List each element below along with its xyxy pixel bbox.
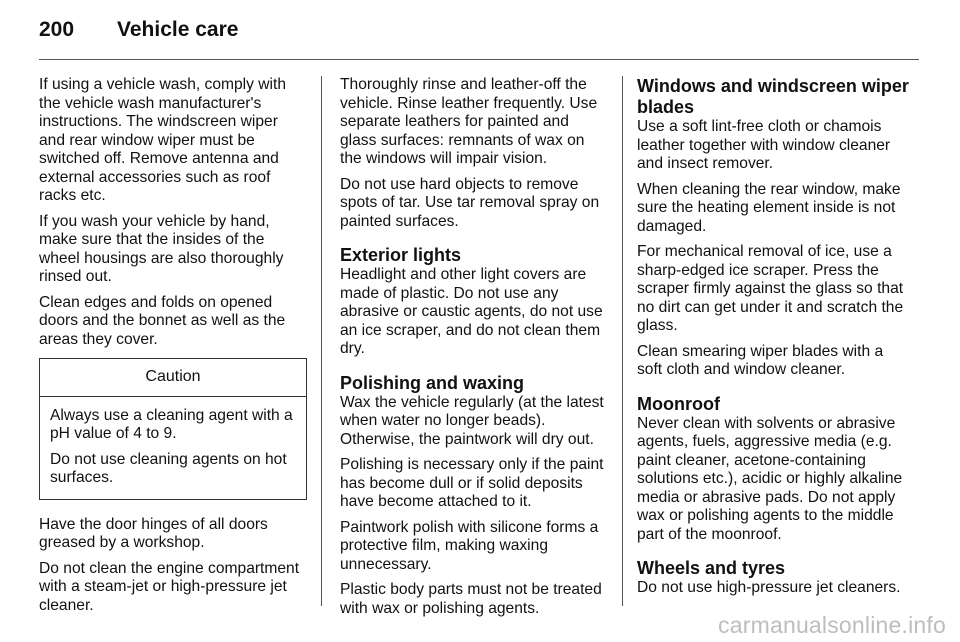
paragraph: Do not use high-pressure jet cleaners. bbox=[637, 579, 901, 596]
column-1 bbox=[39, 76, 307, 622]
paragraph: Plastic body parts must not be treated with wax or polishing agents. bbox=[340, 581, 602, 617]
column-divider bbox=[321, 76, 322, 606]
paragraph: Do not use hard objects to remove spots of tar. Use tar removal spray on painted surfaces. bbox=[340, 175, 600, 230]
heading-polishing-waxing: Polishing and waxing bbox=[340, 372, 525, 393]
paragraph: If using a vehicle wash, comply with the vehicle wash manufacturer's instructions. The windscreen wiper and rear window wiper must be switched off. Remove antenna and external accessories such as roof racks etc. bbox=[39, 76, 287, 204]
paragraph: If you wash your vehicle by hand, make sure that the insides of the wheel housings are also thoroughly rinsed out. bbox=[39, 212, 284, 285]
heading-moonroof: Moonroof bbox=[637, 393, 720, 414]
column-3 bbox=[637, 76, 909, 605]
caution-paragraph: Do not use cleaning agents on hot surfaces. bbox=[50, 450, 287, 486]
paragraph: Do not clean the engine compartment with a steam-jet or high-pressure jet cleaner. bbox=[39, 559, 300, 614]
paragraph: Paintwork polish with silicone forms a protective film, making waxing unnecessary. bbox=[340, 518, 599, 573]
paragraph: Polishing is necessary only if the paint has become dull or if solid deposits have become attached to it. bbox=[340, 456, 604, 510]
paragraph: Clean edges and folds on opened doors and the bonnet as well as the areas they cover. bbox=[39, 293, 286, 348]
paragraph: Never clean with solvents or abrasive agents, fuels, aggressive media (e.g. paint cleaner, acetone-containing solutions etc.), acidic or highly alkaline media or abrasive pads. Do not apply wax or polishing agents to the middle part of the moonroof. bbox=[637, 414, 903, 543]
page-header bbox=[39, 14, 919, 60]
watermark: carmanualsonline.info bbox=[718, 612, 946, 638]
caution-body bbox=[40, 397, 306, 499]
section-title: Vehicle care bbox=[117, 18, 239, 41]
heading-wheels-tyres: Wheels and tyres bbox=[637, 558, 786, 578]
column-2 bbox=[340, 76, 608, 625]
paragraph: Wax the vehicle regularly (at the latest when water no longer beads). Otherwise, the paintwork will dry out. bbox=[340, 393, 604, 448]
caution-title: Caution bbox=[40, 359, 306, 397]
paragraph: Clean smearing wiper blades with a soft cloth and window cleaner. bbox=[637, 342, 884, 378]
paragraph: Have the door hinges of all doors greased by a workshop. bbox=[39, 515, 268, 551]
column-divider bbox=[622, 76, 623, 606]
page-number: 200 bbox=[39, 18, 75, 41]
heading-exterior-lights: Exterior lights bbox=[340, 245, 462, 265]
paragraph: Use a soft lint-free cloth or chamois leather together with window cleaner and insect remover. bbox=[637, 118, 891, 172]
paragraph: Thoroughly rinse and leather-off the vehicle. Rinse leather frequently. Use separate leathers for painted and glass surfaces: remnants of wax on the windows will impair vision. bbox=[340, 76, 598, 167]
caution-box bbox=[39, 358, 307, 500]
caution-paragraph: Always use a cleaning agent with a pH value of 4 to 9. bbox=[50, 406, 293, 442]
paragraph: When cleaning the rear window, make sure the heating element inside is not damaged. bbox=[637, 180, 901, 235]
paragraph: Headlight and other light covers are made of plastic. Do not use any abrasive or caustic agents, do not use an ice scraper, and do not clean them dry. bbox=[340, 266, 603, 357]
paragraph: For mechanical removal of ice, use a sharp-edged ice scraper. Press the scraper firmly against the glass so that no dirt can get under it and scratch the glass. bbox=[637, 243, 904, 334]
heading-windows-wipers: Windows and windscreen wiper blades bbox=[637, 76, 909, 117]
